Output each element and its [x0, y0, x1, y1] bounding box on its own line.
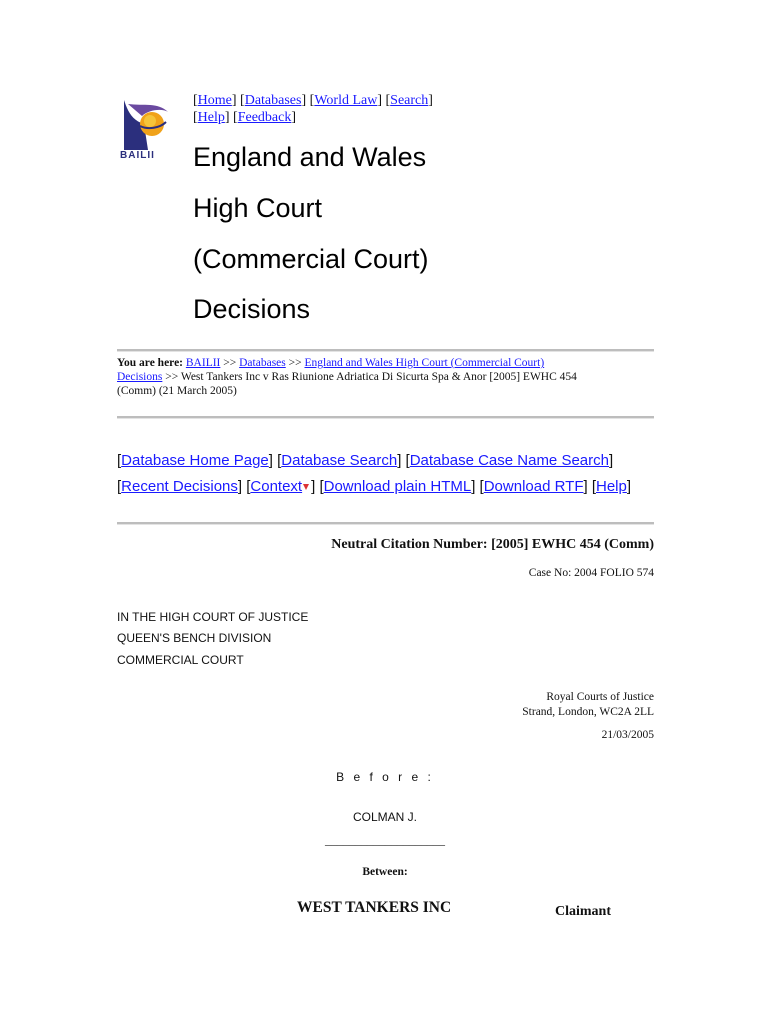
judge-name: COLMAN J. [352, 810, 417, 824]
party-role: Claimant [555, 904, 611, 919]
case-number: Case No: 2004 FOLIO 574 [528, 567, 654, 579]
breadcrumb-separator: >> [288, 357, 302, 369]
neutral-citation: Neutral Citation Number: [2005] EWHC 454 (Comm) [331, 537, 654, 552]
download-rtf-link[interactable]: Download RTF [483, 478, 584, 495]
breadcrumb-court-link-continued[interactable]: Decisions [117, 371, 163, 383]
database-case-name-search-link[interactable]: Database Case Name Search [409, 452, 609, 469]
breadcrumb [117, 356, 657, 398]
venue-line-2: Strand, London, WC2A 2LL [522, 706, 654, 718]
breadcrumb-case-title: West Tankers Inc v Ras Riunione Adriatica Di Sicurta Spa & Anor [2005] EWHC 454 [180, 371, 577, 383]
divider-top [117, 349, 654, 352]
breadcrumb-label: You are here: [117, 357, 184, 369]
nav-help-link[interactable]: Help [197, 110, 225, 125]
bailii-logo-text: BAILII [120, 150, 155, 161]
help-link[interactable]: Help [596, 478, 627, 495]
nav-home-link[interactable]: Home [197, 93, 232, 108]
venue [522, 690, 654, 720]
venue-line-1: Royal Courts of Justice [546, 691, 654, 703]
court-title-line-3: (Commercial Court) [193, 244, 429, 274]
nav-feedback-link[interactable]: Feedback [237, 110, 292, 125]
nav-search-link[interactable]: Search [390, 93, 429, 108]
context-link[interactable] [250, 478, 311, 495]
context-link-label: Context [250, 478, 303, 495]
database-nav: [Database Home Page] [Database Search] [Database Case Name Search] [Recent Decisions] [Context ] [Download plain HTML] [Download RTF] [Help] [117, 452, 632, 495]
breadcrumb-bailii-link[interactable]: BAILII [185, 357, 221, 369]
database-home-link[interactable]: Database Home Page [121, 452, 269, 469]
recent-decisions-link[interactable]: Recent Decisions [121, 478, 238, 495]
download-html-link[interactable]: Download plain HTML [323, 478, 472, 495]
divider-breadcrumb [117, 416, 654, 419]
breadcrumb-separator: >> [223, 357, 237, 369]
divider-nav [117, 522, 654, 525]
breadcrumb-case-title-continued: (Comm) (21 March 2005) [117, 385, 237, 397]
bailii-logo[interactable] [118, 94, 176, 164]
between-label: Between: [362, 866, 408, 878]
context-arrow-icon [302, 482, 311, 492]
before-label: B e f o r e : [336, 770, 434, 784]
top-nav: [Home] [Databases] [World Law] [Search] [Help] [Feedback] [193, 93, 433, 125]
database-search-link[interactable]: Database Search [281, 452, 398, 469]
nav-databases-link[interactable]: Databases [244, 93, 302, 108]
court-line-2: QUEEN'S BENCH DIVISION [117, 631, 272, 645]
breadcrumb-separator: >> [165, 371, 179, 383]
breadcrumb-databases-link[interactable]: Databases [239, 357, 286, 369]
court-title-line-1: England and Wales [193, 142, 427, 172]
court-line-1: IN THE HIGH COURT OF JUSTICE [117, 610, 309, 624]
party-name: WEST TANKERS INC [297, 899, 452, 916]
court-title-line-4: Decisions [193, 294, 311, 324]
breadcrumb-court-link[interactable]: England and Wales High Court (Commercial Court) [304, 357, 545, 369]
separator-rule: ____________________ [325, 833, 445, 847]
nav-world-law-link[interactable]: World Law [314, 93, 378, 108]
court-title-line-2: High Court [193, 193, 323, 223]
judgment-date: 21/03/2005 [601, 729, 654, 741]
court-line-3: COMMERCIAL COURT [117, 653, 244, 667]
